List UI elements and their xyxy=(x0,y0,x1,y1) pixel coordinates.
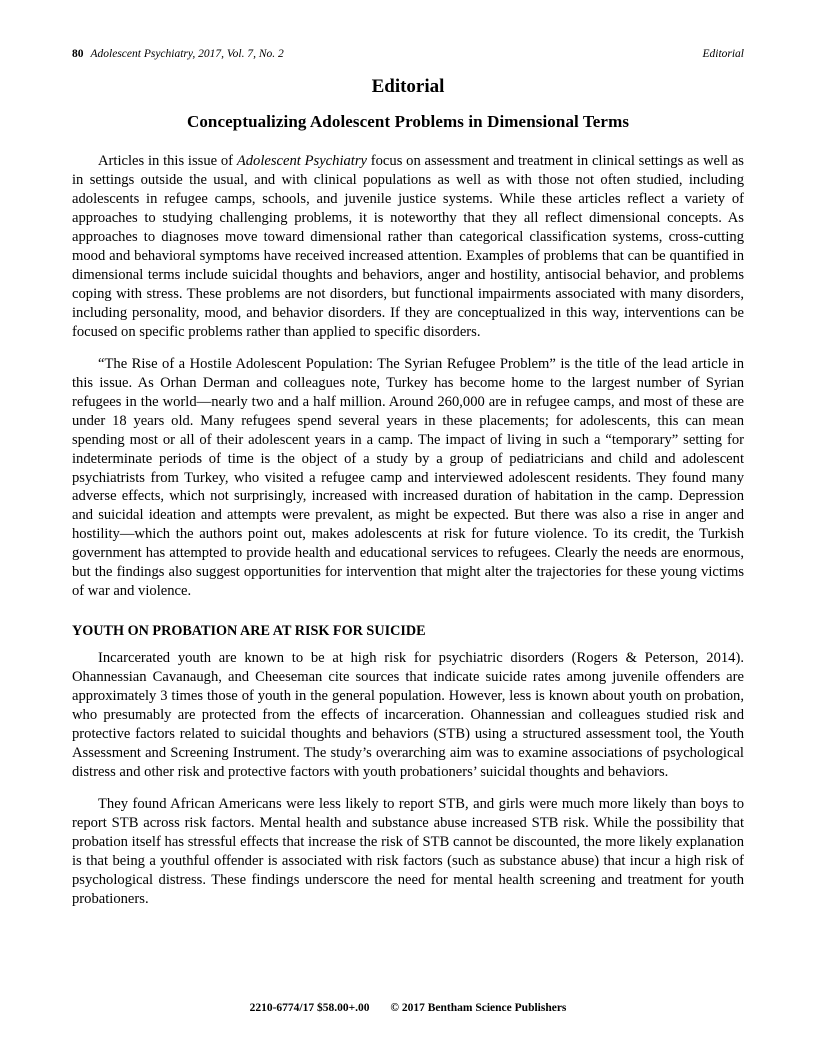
paragraph-3: Incarcerated youth are known to be at high risk for psychiatric disorders (Rogers & Peterson, 2014). Ohannessian Cavanaugh, and Cheeseman cite sources that indicate suicide rates among juvenile offenders are approximately 3 times those of youth in the general population. However, less is known about youth on probation, who presumably are protected from the effects of incarceration. Ohannessian and colleagues studied risk and protective factors related to suicidal thoughts and behaviors (STB) using a structured assessment tool, the Youth Assessment and Screening Instrument. The study’s overarching aim was to examine associations of psychological distress and other risk and protective factors with youth probationers’ suicidal thoughts and behaviors. xyxy=(72,650,744,781)
journal-info: Adolescent Psychiatry, 2017, Vol. 7, No. 2 xyxy=(90,48,284,60)
running-head-left xyxy=(72,48,284,60)
running-head-section-label: Editorial xyxy=(702,48,744,60)
section-heading: YOUTH ON PROBATION ARE AT RISK FOR SUICIDE xyxy=(72,623,426,640)
paragraph-1: Articles in this issue of Adolescent Psychiatry focus on assessment and treatment in clinical settings as well as in settings outside the usual, and with clinical populations as well as with those not often studied, including adolescents in refugee camps, schools, and juvenile justice systems. While these articles reflect a variety of approaches to studying challenging problems, it is noteworthy that they all reflect dimensional concepts. As approaches to diagnoses move toward dimensional rather than categorical classification systems, cross-cutting mood and behavioral symptoms have received increased attention. Examples of problems that can be quantified in dimensional terms include suicidal thoughts and behaviors, anger and hostility, antisocial behavior, and problems coping with stress. These problems are not disorders, but functional impairments associated with many disorders, including personality, mood, and behavior disorders. If they are conceptualized in this way, interventions can be focused on specific problems rather than applied to specific disorders. xyxy=(72,153,744,340)
paragraph-4: They found African Americans were less likely to report STB, and girls were much more likely than boys to report STB across risk factors. Mental health and substance abuse increased STB risk. While the possibility that probation itself has stressful effects that increase the risk of STB cannot be discounted, the more likely explanation is that being a youthful offender is associated with risk factors (such as substance abuse) that incur a high risk of psychological distress. These findings underscore the need for mental health screening and treatment for youth probationers. xyxy=(72,796,744,907)
page-footer xyxy=(0,1002,816,1014)
issn-price: 2210-6774/17 $58.00+.00 xyxy=(249,1002,370,1014)
running-head xyxy=(72,48,744,60)
paragraph-2: “The Rise of a Hostile Adolescent Population: The Syrian Refugee Problem” is the title of the lead article in this issue. As Orhan Derman and colleagues note, Turkey has become home to the largest number of Syrian refugees in the world—nearly two and a half million. Around 260,000 are in refugee camps, and most of these are under 18 years old. Many refugees spend several years in these placements; for adolescents, this can mean spending most or all of their adolescent years in a camp. The impact of living in such a “temporary” setting for indeterminate periods of time is the object of a study by a group of pediatricians and child and adolescent psychiatrists from Turkey, who visited a refugee camp and interviewed adolescent residents. They found many adverse effects, which not surprisingly, increased with increased duration of habitation in the camp. Depression and suicidal ideation and attempts were prevalent, as might be expected. But there was also a rise in anger and hostility—which the authors point out, makes adolescents at risk for future violence. To its credit, the Turkish government has attempted to provide health and educational services to refugees. Clearly the needs are enormous, but the findings also suggest opportunities for intervention that might alter the trajectories for these young victims of war and violence. xyxy=(72,355,744,600)
document-type: Editorial xyxy=(371,76,445,97)
page-number: 80 xyxy=(72,48,84,60)
page-title: Conceptualizing Adolescent Problems in Dimensional Terms xyxy=(186,112,630,131)
copyright-notice: © 2017 Bentham Science Publishers xyxy=(390,1002,567,1014)
